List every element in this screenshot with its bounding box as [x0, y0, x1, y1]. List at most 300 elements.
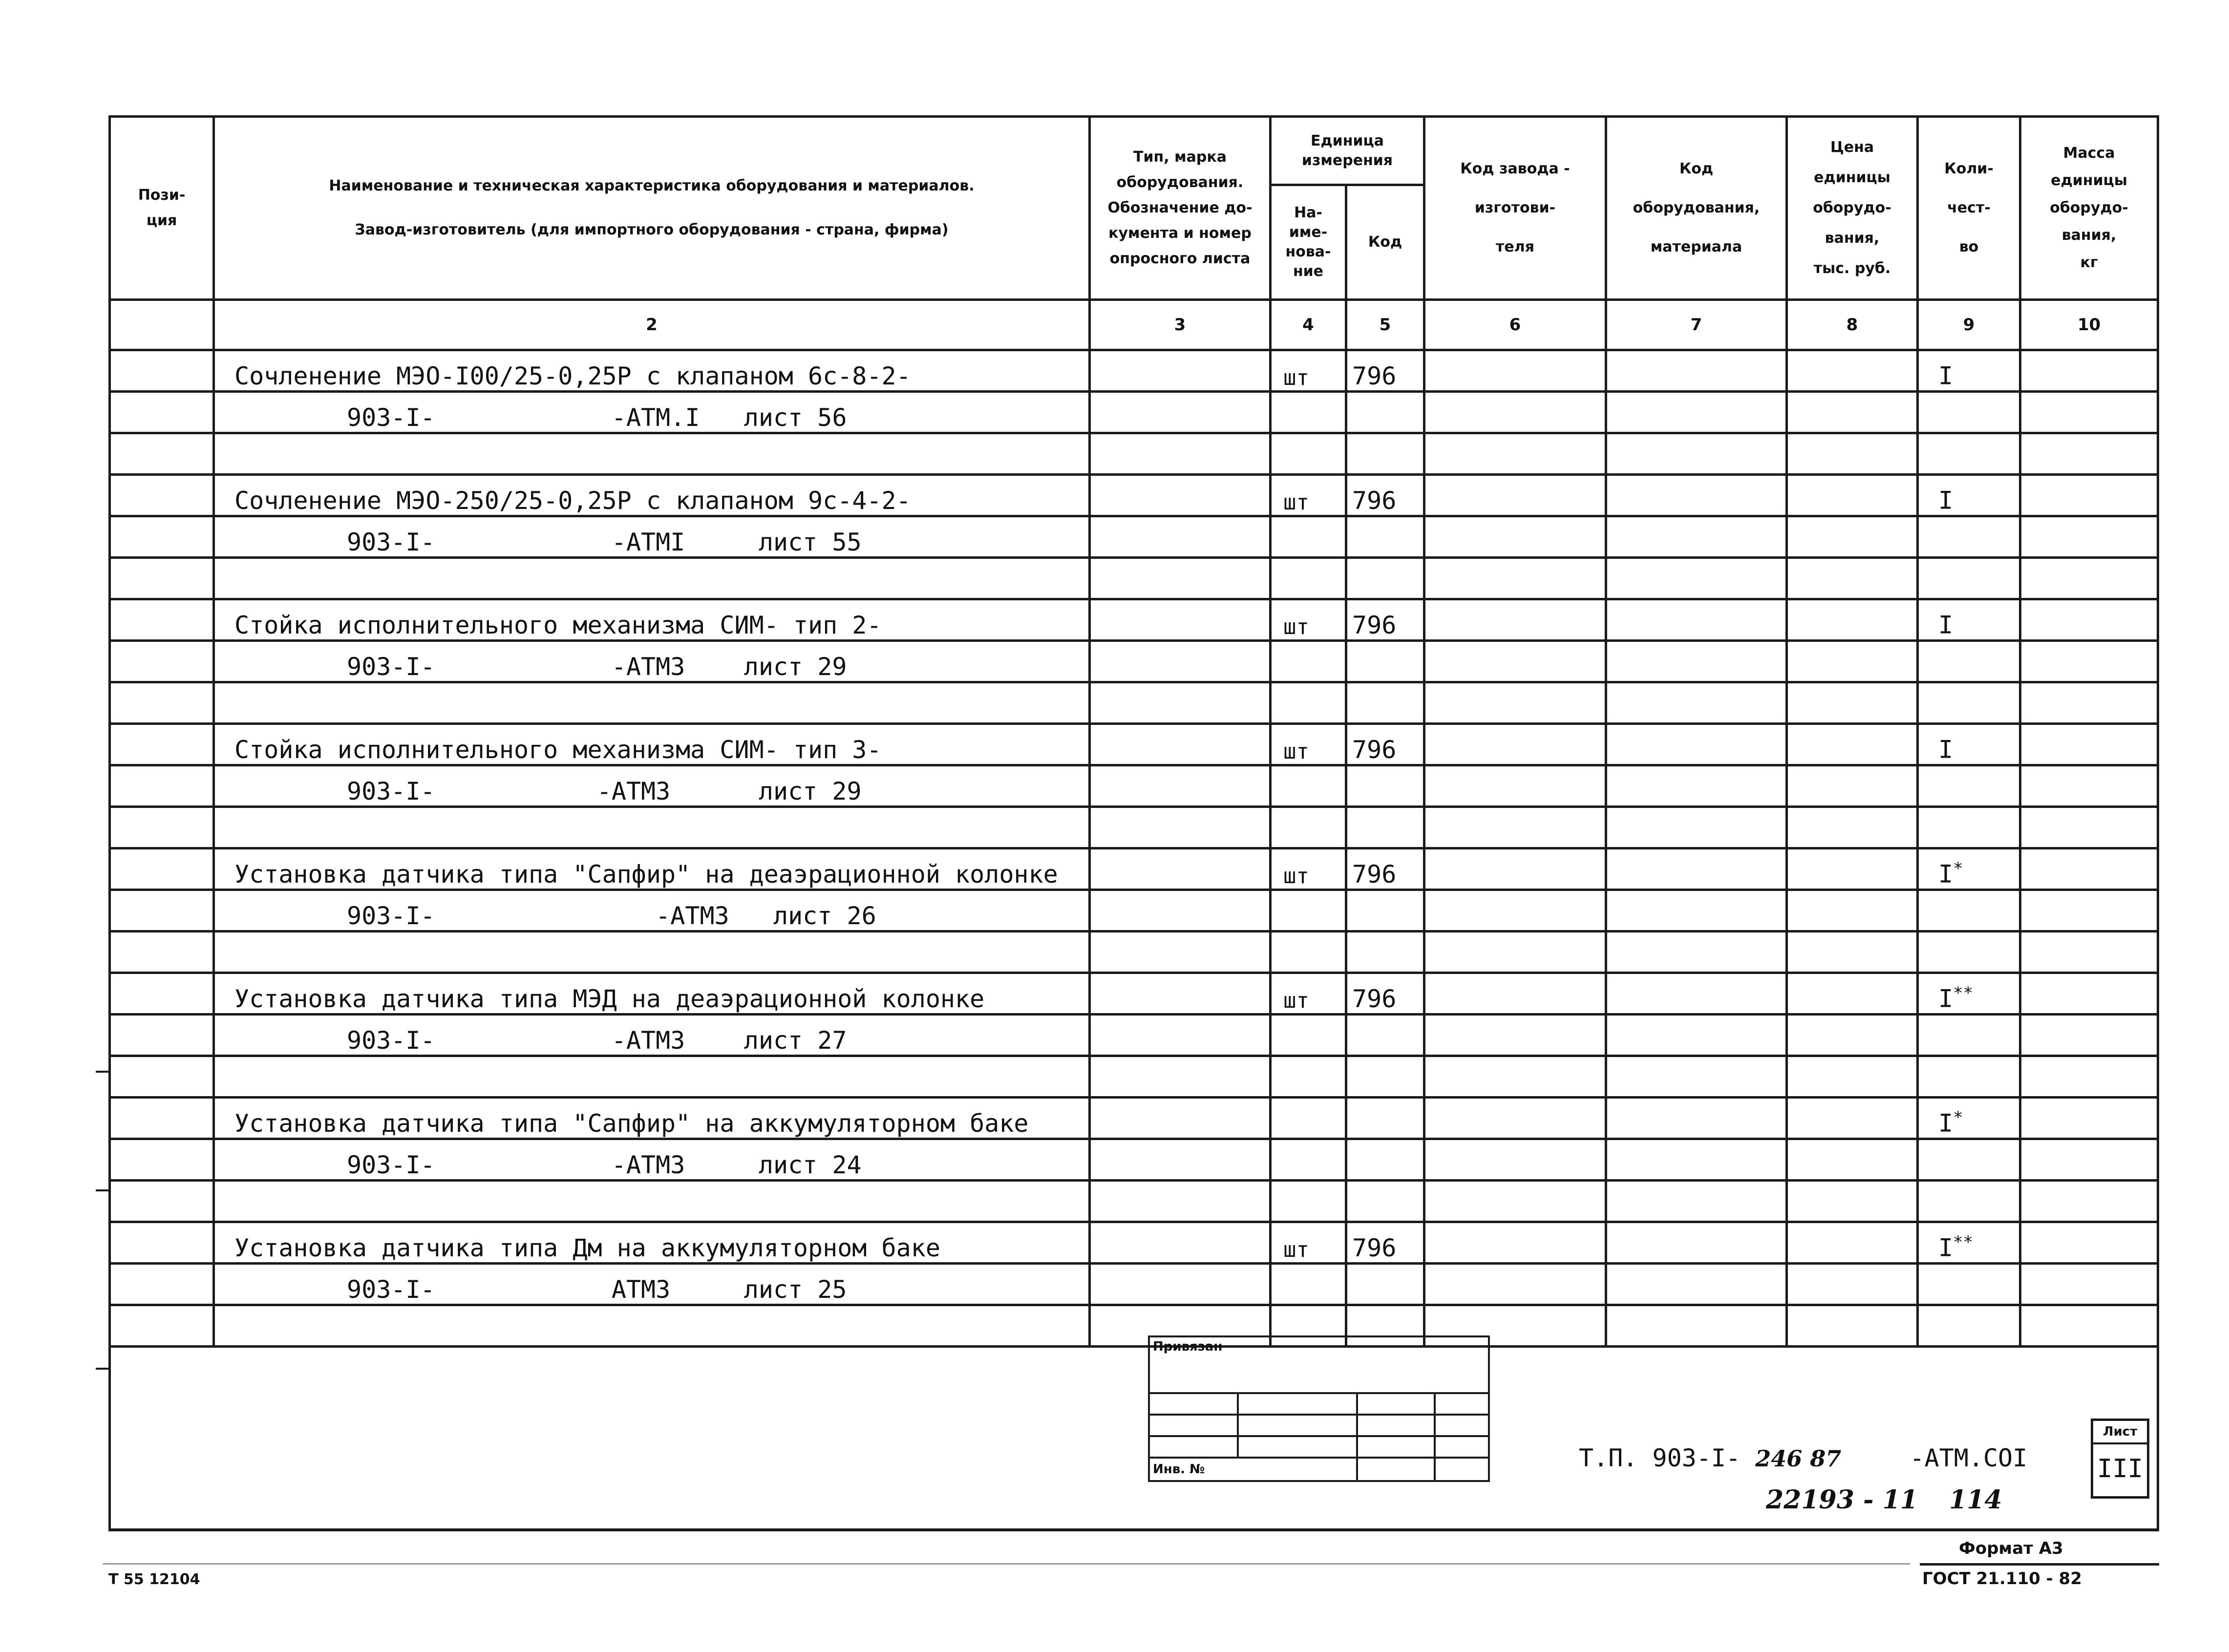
- table-cell: [1787, 1222, 1918, 1264]
- table-cell: [2020, 350, 2158, 392]
- table-cell: [110, 724, 214, 765]
- column-number-row: [110, 300, 2158, 350]
- item-quantity: [1918, 1222, 2020, 1264]
- table-cell: [1606, 973, 1787, 1015]
- quantity-value: I: [1938, 487, 1953, 515]
- table-cell: [110, 1222, 214, 1264]
- table-cell: [110, 848, 214, 890]
- table-cell: [1090, 890, 1271, 932]
- table-cell: [1090, 973, 1271, 1015]
- quantity-value: I: [1938, 1234, 1953, 1262]
- table-cell: [110, 1305, 214, 1347]
- item-document: 903-I- -АТМ3 лист 26: [214, 890, 1090, 932]
- table-cell: [1346, 932, 1424, 973]
- table-cell: [2020, 599, 2158, 641]
- header-equipment-code: Код оборудования, материала: [1606, 117, 1787, 300]
- table-cell: [2020, 724, 2158, 765]
- table-cell: [2020, 1305, 2158, 1347]
- table-cell: [110, 1139, 214, 1181]
- table-cell: [1787, 516, 1918, 558]
- table-cell: [1271, 1056, 1346, 1098]
- table-cell: [1271, 433, 1346, 475]
- table-cell: [1271, 1181, 1346, 1222]
- table-cell: [2020, 641, 2158, 682]
- table-cell: [1918, 1264, 2020, 1305]
- table-cell: [1918, 1181, 2020, 1222]
- header-name: Наименование и техническая характеристика оборудования и материалов. Завод-изготовитель (для импортного оборудования - страна, фирма): [214, 117, 1090, 300]
- handwritten-number: 22193 - 11: [1766, 1485, 1918, 1515]
- table-cell: [1918, 682, 2020, 724]
- table-cell: [1918, 1139, 2020, 1181]
- table-cell: [214, 1181, 1090, 1222]
- table-cell: [1424, 475, 1606, 516]
- table-cell: [1918, 433, 2020, 475]
- item-quantity: [1918, 1098, 2020, 1139]
- table-row: [110, 932, 2158, 973]
- col-number: 2: [214, 300, 1090, 350]
- table-cell: [1424, 350, 1606, 392]
- table-cell: [2020, 433, 2158, 475]
- item-unit-code: [1346, 1098, 1424, 1139]
- table-cell: [1787, 724, 1918, 765]
- table-cell: [1090, 1139, 1271, 1181]
- col-number: 4: [1271, 300, 1346, 350]
- table-cell: [214, 433, 1090, 475]
- item-name: Сочленение МЭО-250/25-0,25Р с клапаном 9с-4-2-: [214, 475, 1090, 516]
- table-cell: [1787, 1139, 1918, 1181]
- table-cell: [1090, 1181, 1271, 1222]
- table-cell: [214, 558, 1090, 599]
- quantity-value: I: [1938, 362, 1953, 390]
- table-cell: [1606, 1264, 1787, 1305]
- quantity-value: I: [1938, 611, 1953, 639]
- table-cell: [1606, 1098, 1787, 1139]
- table-cell: [110, 641, 214, 682]
- table-cell: [1090, 392, 1271, 433]
- table-cell: [1346, 641, 1424, 682]
- table-cell: [1424, 641, 1606, 682]
- table-cell: [1090, 848, 1271, 890]
- table-row: [110, 890, 2158, 932]
- table-row: [110, 475, 2158, 516]
- table-cell: [1918, 932, 2020, 973]
- header-type: Тип, марка оборудования. Обозначение до- кумента и номер опросного листа: [1090, 117, 1271, 300]
- table-row: [110, 1222, 2158, 1264]
- table-cell: [1271, 932, 1346, 973]
- table-cell: [1787, 765, 1918, 807]
- table-cell: [1346, 1015, 1424, 1056]
- table-row: [110, 1139, 2158, 1181]
- table-cell: [2020, 1098, 2158, 1139]
- col-number: 7: [1606, 300, 1787, 350]
- table-cell: [1606, 558, 1787, 599]
- table-cell: [110, 682, 214, 724]
- table-cell: [1606, 1181, 1787, 1222]
- item-name: Установка датчика типа "Сапфир" на аккумуляторном баке: [214, 1098, 1090, 1139]
- table-cell: [1090, 765, 1271, 807]
- table-cell: [1346, 558, 1424, 599]
- item-document: 903-I- -АТМ3 лист 27: [214, 1015, 1090, 1056]
- header-row: [110, 117, 2158, 185]
- table-cell: [1918, 1015, 2020, 1056]
- table-cell: [1606, 807, 1787, 848]
- table-cell: [1424, 392, 1606, 433]
- table-cell: [110, 807, 214, 848]
- item-document: 903-I- -АТМ3 лист 29: [214, 765, 1090, 807]
- quantity-footnote-mark: **: [1953, 983, 1974, 1003]
- table-cell: [1424, 932, 1606, 973]
- table-cell: [1787, 1056, 1918, 1098]
- table-cell: [1271, 392, 1346, 433]
- table-cell: [1346, 1056, 1424, 1098]
- table-cell: [2020, 1181, 2158, 1222]
- table-cell: [1787, 1264, 1918, 1305]
- quantity-value: I: [1938, 736, 1953, 764]
- header-quantity: Коли- чест- во: [1918, 117, 2020, 300]
- col-number: 8: [1787, 300, 1918, 350]
- table-cell: [110, 1098, 214, 1139]
- table-row: [110, 1305, 2158, 1347]
- table-row: [110, 1015, 2158, 1056]
- table-cell: [1271, 1139, 1346, 1181]
- table-cell: [110, 350, 214, 392]
- table-cell: [1424, 724, 1606, 765]
- table-cell: [2020, 1139, 2158, 1181]
- table-row: [110, 599, 2158, 641]
- table-cell: [1090, 475, 1271, 516]
- item-unit: шт: [1271, 724, 1346, 765]
- sheet-label: Лист: [2093, 1421, 2147, 1444]
- table-cell: [110, 973, 214, 1015]
- header-factory-code: Код завода - изготови- теля: [1424, 117, 1606, 300]
- table-cell: [1346, 1139, 1424, 1181]
- table-cell: [1271, 1015, 1346, 1056]
- table-cell: [1090, 433, 1271, 475]
- table-cell: [1787, 433, 1918, 475]
- table-cell: [1606, 1056, 1787, 1098]
- table-row: [110, 350, 2158, 392]
- table-cell: [1424, 1098, 1606, 1139]
- attached-label: Привязан: [1149, 1336, 1489, 1393]
- table-cell: [1918, 807, 2020, 848]
- header-mass: Масса единицы оборудо- вания, кг: [2020, 117, 2158, 300]
- table-cell: [1424, 1264, 1606, 1305]
- table-cell: [1346, 807, 1424, 848]
- table-cell: [1787, 1015, 1918, 1056]
- approval-stamp: [1148, 1335, 1490, 1482]
- table-cell: [110, 890, 214, 932]
- table-row: [110, 765, 2158, 807]
- table-cell: [1271, 682, 1346, 724]
- table-cell: [1346, 682, 1424, 724]
- item-unit: шт: [1271, 475, 1346, 516]
- table-row: [110, 392, 2158, 433]
- table-cell: [1787, 932, 1918, 973]
- quantity-value: I: [1938, 985, 1953, 1013]
- header-unit: Единица измерения: [1271, 117, 1424, 185]
- item-name: Стойка исполнительного механизма СИМ- тип 3-: [214, 724, 1090, 765]
- table-cell: [1918, 641, 2020, 682]
- header-unit-name: На- име- нова- ние: [1271, 185, 1346, 300]
- table-cell: [2020, 1264, 2158, 1305]
- item-document: 903-I- АТМ3 лист 25: [214, 1264, 1090, 1305]
- table-cell: [1606, 1139, 1787, 1181]
- margin-tick: [96, 1189, 110, 1191]
- table-cell: [1424, 1015, 1606, 1056]
- table-cell: [1918, 765, 2020, 807]
- table-cell: [1346, 1264, 1424, 1305]
- table-cell: [2020, 890, 2158, 932]
- item-name: Стойка исполнительного механизма СИМ- тип 2-: [214, 599, 1090, 641]
- table-row: [110, 807, 2158, 848]
- table-row: [110, 682, 2158, 724]
- table-row: [110, 516, 2158, 558]
- item-document: 903-I- -АТМI лист 55: [214, 516, 1090, 558]
- table-cell: [1606, 848, 1787, 890]
- table-cell: [1606, 890, 1787, 932]
- table-cell: [1346, 765, 1424, 807]
- table-cell: [214, 1056, 1090, 1098]
- gost-label: ГОСТ 21.110 - 82: [1922, 1569, 2082, 1588]
- table-cell: [1606, 1222, 1787, 1264]
- table-cell: [1424, 807, 1606, 848]
- item-unit-code: 796: [1346, 1222, 1424, 1264]
- table-cell: [110, 1056, 214, 1098]
- col-number: 10: [2020, 300, 2158, 350]
- item-quantity: [1918, 475, 2020, 516]
- item-unit-code: 796: [1346, 724, 1424, 765]
- table-cell: [1787, 558, 1918, 599]
- table-cell: [1918, 1056, 2020, 1098]
- table-cell: [214, 807, 1090, 848]
- item-unit: шт: [1271, 350, 1346, 392]
- item-unit-code: 796: [1346, 350, 1424, 392]
- table-cell: [1271, 641, 1346, 682]
- table-row: [110, 1264, 2158, 1305]
- table-cell: [1090, 1264, 1271, 1305]
- margin-tick: [96, 1368, 110, 1370]
- table-cell: [1346, 433, 1424, 475]
- item-unit: [1271, 1098, 1346, 1139]
- quantity-footnote-mark: *: [1953, 1108, 1963, 1128]
- table-cell: [2020, 392, 2158, 433]
- item-document: 903-I- -АТМ3 лист 24: [214, 1139, 1090, 1181]
- table-cell: [1787, 641, 1918, 682]
- table-cell: [1424, 848, 1606, 890]
- table-cell: [1424, 1222, 1606, 1264]
- table-cell: [1271, 807, 1346, 848]
- table-cell: [1346, 890, 1424, 932]
- table-cell: [1606, 682, 1787, 724]
- table-cell: [1424, 890, 1606, 932]
- table-cell: [1090, 599, 1271, 641]
- margin-tick: [96, 1071, 110, 1073]
- table-cell: [1424, 516, 1606, 558]
- sheet-box: [2091, 1419, 2149, 1499]
- table-cell: [1271, 516, 1346, 558]
- table-cell: [110, 1181, 214, 1222]
- table-cell: [1918, 392, 2020, 433]
- table-cell: [2020, 1222, 2158, 1264]
- item-unit-code: 796: [1346, 475, 1424, 516]
- item-unit: шт: [1271, 599, 1346, 641]
- table-row: [110, 1056, 2158, 1098]
- table-cell: [1606, 516, 1787, 558]
- table-row: [110, 1098, 2158, 1139]
- table-cell: [1787, 599, 1918, 641]
- table-cell: [1787, 350, 1918, 392]
- table-cell: [1090, 807, 1271, 848]
- document-code: [1579, 1444, 2027, 1472]
- table-cell: [1918, 516, 2020, 558]
- quantity-footnote-mark: **: [1953, 1232, 1974, 1252]
- table-cell: [1918, 1305, 2020, 1347]
- table-cell: [1787, 848, 1918, 890]
- item-unit: шт: [1271, 1222, 1346, 1264]
- table-cell: [1918, 890, 2020, 932]
- item-quantity: [1918, 848, 2020, 890]
- table-cell: [1606, 932, 1787, 973]
- item-name: Сочленение МЭО-I00/25-0,25Р с клапаном 6с-8-2-: [214, 350, 1090, 392]
- table-cell: [1787, 807, 1918, 848]
- table-cell: [1271, 558, 1346, 599]
- table-cell: [1918, 558, 2020, 599]
- item-name: Установка датчика типа МЭД на деаэрационной колонке: [214, 973, 1090, 1015]
- table-cell: [110, 1015, 214, 1056]
- table-cell: [110, 516, 214, 558]
- table-cell: [2020, 807, 2158, 848]
- table-cell: [1424, 1056, 1606, 1098]
- table-cell: [1090, 1056, 1271, 1098]
- table-cell: [1787, 1181, 1918, 1222]
- table-cell: [1424, 1139, 1606, 1181]
- table-cell: [2020, 1015, 2158, 1056]
- table-cell: [1424, 682, 1606, 724]
- format-label: Формат А3: [1959, 1539, 2063, 1558]
- item-unit: шт: [1271, 848, 1346, 890]
- table-cell: [1346, 516, 1424, 558]
- table-cell: [1787, 475, 1918, 516]
- table-cell: [1090, 558, 1271, 599]
- table-cell: [1424, 558, 1606, 599]
- table-cell: [1787, 392, 1918, 433]
- table-cell: [214, 1305, 1090, 1347]
- inventory-label: Инв. №: [1149, 1458, 1357, 1481]
- item-quantity: [1918, 599, 2020, 641]
- table-cell: [1346, 1181, 1424, 1222]
- quantity-value: I: [1938, 1109, 1953, 1138]
- table-cell: [1090, 932, 1271, 973]
- table-row: [110, 558, 2158, 599]
- doc-code-handwritten: 246 87: [1755, 1445, 1842, 1472]
- table-cell: [1090, 1098, 1271, 1139]
- table-cell: [1787, 973, 1918, 1015]
- table-cell: [1424, 433, 1606, 475]
- table-cell: [1346, 392, 1424, 433]
- table-cell: [1606, 641, 1787, 682]
- table-cell: [1424, 765, 1606, 807]
- table-cell: [214, 682, 1090, 724]
- equipment-table: [108, 115, 2159, 1531]
- doc-code-suffix: -АТМ.СОI: [1910, 1444, 2028, 1472]
- table-cell: [1606, 765, 1787, 807]
- table-cell: [2020, 932, 2158, 973]
- item-unit: шт: [1271, 973, 1346, 1015]
- table-cell: [1271, 765, 1346, 807]
- table-cell: [1424, 599, 1606, 641]
- table-cell: [1787, 890, 1918, 932]
- table-cell: [110, 765, 214, 807]
- col-number: [110, 300, 214, 350]
- col-number: 9: [1918, 300, 2020, 350]
- col-number: 3: [1090, 300, 1271, 350]
- table-cell: [1424, 973, 1606, 1015]
- table-cell: [1090, 516, 1271, 558]
- table-cell: [1271, 1264, 1346, 1305]
- table-cell: [1606, 475, 1787, 516]
- table-cell: [110, 932, 214, 973]
- item-name: Установка датчика типа "Сапфир" на деаэрационной колонке: [214, 848, 1090, 890]
- item-document: 903-I- -АТМ3 лист 29: [214, 641, 1090, 682]
- col-number: 6: [1424, 300, 1606, 350]
- header-unit-code: Код: [1346, 185, 1424, 300]
- table-row: [110, 1181, 2158, 1222]
- table-cell: [1606, 1305, 1787, 1347]
- table-cell: [110, 1264, 214, 1305]
- item-name: Установка датчика типа Дм на аккумуляторном баке: [214, 1222, 1090, 1264]
- table-cell: [214, 932, 1090, 973]
- table-row: [110, 973, 2158, 1015]
- handwritten-page: 114: [1949, 1485, 2002, 1515]
- item-quantity: [1918, 350, 2020, 392]
- table-cell: [110, 433, 214, 475]
- table-cell: [110, 392, 214, 433]
- table-cell: [2020, 516, 2158, 558]
- item-document: 903-I- -АТМ.I лист 56: [214, 392, 1090, 433]
- table-row: [110, 848, 2158, 890]
- item-unit-code: 796: [1346, 973, 1424, 1015]
- table-cell: [1090, 1015, 1271, 1056]
- table-cell: [1606, 392, 1787, 433]
- table-cell: [1787, 682, 1918, 724]
- quantity-value: I: [1938, 860, 1953, 889]
- table-cell: [1606, 433, 1787, 475]
- table-row: [110, 641, 2158, 682]
- table-cell: [110, 599, 214, 641]
- bottom-rule-left: [103, 1563, 1910, 1565]
- item-unit-code: 796: [1346, 599, 1424, 641]
- table-cell: [1787, 1098, 1918, 1139]
- quantity-footnote-mark: *: [1953, 859, 1963, 879]
- table-cell: [110, 475, 214, 516]
- col-number: 5: [1346, 300, 1424, 350]
- table-cell: [2020, 558, 2158, 599]
- table-cell: [110, 558, 214, 599]
- doc-code-prefix: Т.П. 903-I-: [1579, 1444, 1741, 1472]
- table-cell: [2020, 1056, 2158, 1098]
- table-cell: [1090, 682, 1271, 724]
- table-cell: [1090, 641, 1271, 682]
- item-unit-code: 796: [1346, 848, 1424, 890]
- table-cell: [1606, 599, 1787, 641]
- table-cell: [1271, 890, 1346, 932]
- table-cell: [1424, 1181, 1606, 1222]
- table-row: [110, 724, 2158, 765]
- item-quantity: [1918, 724, 2020, 765]
- table-cell: [1606, 724, 1787, 765]
- left-code: Т 55 12104: [108, 1571, 200, 1588]
- table-cell: [1090, 350, 1271, 392]
